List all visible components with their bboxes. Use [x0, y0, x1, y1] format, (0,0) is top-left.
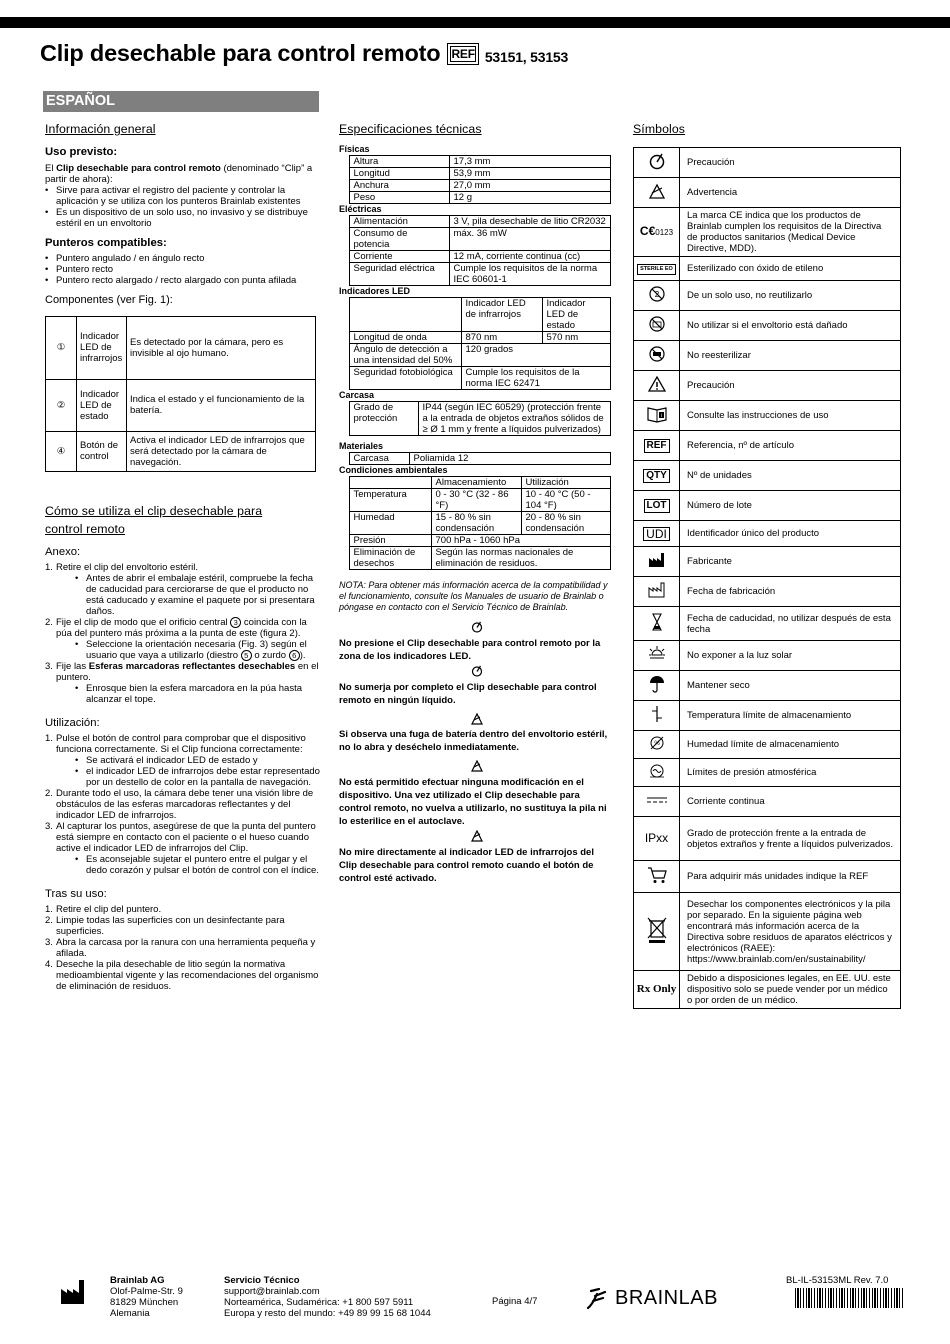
udi-icon: UDI — [643, 527, 670, 541]
svg-text:2: 2 — [654, 290, 659, 300]
expiry-icon — [651, 613, 663, 631]
warning-text: No sumerja por completo el Clip desechable para control remoto en ningún líquido. — [339, 681, 597, 706]
brand-name: BRAINLAB — [615, 1287, 718, 1309]
component-number: ② — [46, 379, 77, 431]
brainlab-logo-icon — [585, 1288, 611, 1310]
table-row: Consumo de potencia máx. 36 mW — [339, 228, 611, 251]
table-row: Presión 700 hPa - 1060 hPa — [339, 535, 611, 547]
table-row: Eliminación de desechos Según las normas nacionales de eliminación de residuos. — [339, 547, 611, 570]
table-row: Almacenamiento Utilización — [339, 477, 611, 489]
top-bar — [0, 17, 950, 28]
list-item: • Seleccione la orientación necesaria (Fig. 3) según el usuario que vaya a utilizarlo (diestro 5 o zurdo 6 ). — [75, 639, 320, 661]
table-row: Carcasa Poliamida 12 — [339, 453, 611, 465]
table-row: No exponer a la luz solar — [634, 641, 901, 671]
table-row: Grado de protección IP44 (según IEC 60529) (protección frente a la entrada de objetos extraños sólidos de ≥ Ø 1 mm y frente a líquidos pulverizados) — [339, 402, 611, 436]
specs-housing-label: Carcasa — [339, 390, 375, 401]
specs-note: NOTA: Para obtener más información acerca de la compatibilidad y el funcionamiento, consulte los Manuales de usuario de Brainlab o póngase en contacto con el Servicio Técnico de Brainlab. — [339, 580, 608, 613]
table-row: C€0123 La marca CE indica que los productos de Brainlab cumplen los requisitos de la Directiva de productos sanitarios (Medical Device Directive, MDD). — [634, 208, 901, 257]
warning-icon — [471, 830, 483, 842]
article-numbers: 53151, 53153 — [484, 48, 569, 65]
no-resterilize-icon — [648, 345, 666, 363]
intended-use-heading: Uso previsto: — [45, 146, 118, 159]
specs-electrical-label: Eléctricas — [339, 204, 382, 215]
component-desc: Activa el indicador LED de infrarrojos que será detectado por la cámara de navegación. — [127, 431, 316, 471]
warning-block — [339, 830, 614, 885]
intended-use-list — [45, 185, 320, 229]
list-item: • Antes de abrir el embalaje estéril, compruebe la fecha de caducidad para cerciorarse de que el producto no está caducado y examine el paquete por si presentara daños. — [75, 573, 320, 617]
list-item: 1. Pulse el botón de control para comprobar que el dispositivo funciona correctamente. Si el Clip funciona correctamente: • Se activará el indicador LED de estado y • el indicador LED de infrarrojos debe estar representado por un destello de color en la pantalla de navegación. — [45, 733, 320, 788]
specs-physical-table — [339, 155, 611, 204]
company-address: Brainlab AG Olof-Palme-Str. 9 81829 München Alemania — [110, 1275, 183, 1319]
table-row: Temperatura límite de almacenamiento — [634, 701, 901, 731]
table-row: Rx Only Debido a disposiciones legales, en EE. UU. este dispositivo solo se puede vender por un médico o por orden de un médico. — [634, 971, 901, 1009]
caution-icon — [648, 152, 666, 170]
svg-text:%: % — [653, 741, 660, 748]
table-row: Ángulo de detección a una intensidad del 50% 120 grados — [339, 344, 611, 367]
instructions-icon — [646, 405, 668, 423]
caution-icon — [471, 665, 483, 677]
table-row: Precaución — [634, 371, 901, 401]
table-row: Seguridad eléctrica Cumple los requisitos de la norma IEC 60601-1 — [339, 263, 611, 286]
list-item: 3. Fije las Esferas marcadoras reflectantes desechables en el puntero. • Enrosque bien la esfera marcadora en la púa hasta alcanzar el tope. — [45, 661, 320, 705]
rx-only-icon: Rx Only — [636, 983, 677, 996]
table-row: Desechar los componentes electrónicos y la pila por separado. En la siguiente página web encontrará más información acerca de la Directiva sobre residuos de aparatos eléctricos y electrónicos (RAEE): https://www.brainlab.com/en/sustainability/ — [634, 893, 901, 971]
table-row: LOT Número de lote — [634, 491, 901, 521]
component-name: Botón de control — [77, 431, 127, 471]
warning-text: No presione el Clip desechable para control remoto por la zona de los indicadores LED. — [339, 638, 601, 663]
warning-icon — [648, 183, 666, 199]
utilizacion-heading: Utilización: — [45, 716, 100, 729]
table-row: Corriente 12 mA, corriente continua (cc) — [339, 251, 611, 263]
table-row: Longitud de onda 870 nm 570 nm — [339, 332, 611, 344]
specs-housing-table — [339, 401, 611, 436]
page-title — [40, 40, 568, 67]
table-row: QTY Nº de unidades — [634, 461, 901, 491]
specs-heading: Especificaciones técnicas — [339, 122, 482, 136]
lot-icon: LOT — [644, 499, 670, 513]
list-item: • Puntero angulado / en ángulo recto — [45, 253, 320, 264]
table-row: STERILE EO Esterilizado con óxido de etileno — [634, 257, 901, 281]
table-row: % Humedad límite de almacenamiento — [634, 731, 901, 759]
list-item: 3. Al capturar los puntos, asegúrese de que la punta del puntero está siempre en contacto con el paciente o el hueso cuando active el indicador LED de infrarrojos del Clip. • Es aconsejable sujetar el puntero entre el pulgar y el dedo corazón y pulsar el botón de control con el índice. — [45, 821, 320, 876]
list-item: • Es un dispositivo de un solo uso, no invasivo y se distribuye estéril en un envoltorio — [45, 207, 320, 229]
list-item: • Puntero recto alargado / recto alargado con punta afilada — [45, 275, 320, 286]
list-item: 2. Limpie todas las superficies con un desinfectante para superficies. — [45, 915, 285, 938]
service-contact: Servicio Técnico support@brainlab.com Norteamérica, Sudamérica: +1 800 597 5911 Europa y resto del mundo: +49 89 99 15 68 1044 — [224, 1275, 431, 1319]
weee-icon — [646, 916, 668, 944]
warning-text: Si observa una fuga de batería dentro del envoltorio estéril, no lo abra y deséchelo inmediatamente. — [339, 729, 608, 754]
title-text: Clip desechable para control remoto — [40, 40, 441, 66]
specs-environment-table — [339, 476, 611, 570]
table-row: Precaución — [634, 148, 901, 178]
table-row: Para adquirir más unidades indique la REF — [634, 861, 901, 893]
sunlight-icon — [648, 645, 666, 663]
language-bar: ESPAÑOL — [43, 91, 319, 112]
intended-use-text: El Clip desechable para control remoto (denominado “Clip” a partir de ahora): — [45, 162, 313, 185]
temperature-icon — [648, 705, 666, 723]
pointers-heading: Punteros compatibles: — [45, 236, 167, 249]
specs-physical-label: Físicas — [339, 144, 370, 155]
list-item: 2. Fije el clip de modo que el orificio central 3 coincida con la púa del puntero más próxima a la punta de este (figura 2). • Seleccione la orientación necesaria (Fig. 3) según el usuario que vaya a utilizarlo (diestro 5 o zurdo 6 ). — [45, 617, 320, 661]
attention-triangle-icon — [647, 375, 667, 393]
specs-materials-table — [339, 452, 611, 465]
manufacturer-icon — [60, 1279, 90, 1305]
pointers-list — [45, 253, 320, 286]
table-row: No utilizar si el envoltorio está dañado — [634, 311, 901, 341]
specs-led-table — [339, 297, 611, 390]
after-use-heading: Tras su uso: — [45, 888, 107, 901]
table-row: Altura 17,3 mm — [339, 156, 611, 168]
specs-materials-label: Materiales — [339, 441, 384, 452]
warning-icon — [471, 760, 483, 772]
svg-text:i: i — [660, 413, 662, 420]
table-row: REF Referencia, nº de artículo — [634, 431, 901, 461]
barcode — [795, 1288, 905, 1308]
warning-text: No está permitido efectuar ninguna modificación en el dispositivo. Una vez utilizado el Clip desechable para control remoto, no vuelva a utilizarlo, no sustituya la pila ni lo esterilice en el autoclave. — [339, 777, 607, 828]
list-item: • Sirve para activar el registro del paciente y controlar la aplicación y se utiliza con los punteros Brainlab existentes — [45, 185, 320, 207]
component-name: Indicador LED de estado — [77, 379, 127, 431]
component-desc: Es detectado por la cámara, pero es invisible al ojo humano. — [127, 316, 316, 379]
after-use-steps — [45, 904, 320, 992]
pressure-icon — [648, 762, 666, 780]
warning-block — [339, 713, 614, 755]
keep-dry-icon — [648, 675, 666, 693]
manufacturer-icon — [648, 552, 666, 568]
list-item: • Es aconsejable sujetar el puntero entre el pulgar y el dedo corazón y pulsar el botón de control con el índice. — [75, 854, 320, 876]
table-row: i Consulte las instrucciones de uso — [634, 401, 901, 431]
single-use-icon — [648, 285, 666, 303]
dc-icon — [646, 795, 668, 805]
symbols-heading: Símbolos — [633, 122, 686, 136]
table-row: Humedad 15 - 80 % sin condensación 20 - 80 % sin condensación — [339, 512, 611, 535]
table-row: Fecha de caducidad, no utilizar después de esta fecha — [634, 607, 901, 641]
cart-icon — [647, 866, 667, 884]
component-name: Indicador LED de infrarrojos — [77, 316, 127, 379]
specs-led-label: Indicadores LED — [339, 286, 411, 297]
table-row: Anchura 27,0 mm — [339, 180, 611, 192]
document-id: BL-IL-53153ML Rev. 7.0 — [786, 1275, 889, 1286]
usage-heading: Cómo se utiliza el clip desechable para control remoto — [45, 503, 263, 536]
table-row — [46, 379, 316, 431]
table-row: Seguridad fotobiológica Cumple los requisitos de la norma IEC 62471 — [339, 367, 611, 390]
list-item: 1. Retire el clip del puntero. — [45, 904, 162, 916]
column-symbols — [633, 120, 901, 1009]
table-row: Corriente continua — [634, 787, 901, 817]
list-item: 3. Abra la carcasa por la ranura con una herramienta pequeña y afilada. — [45, 937, 316, 960]
warning-text: No mire directamente al indicador LED de infrarrojos del Clip desechable para control remoto cuando el botón de control esté activado. — [339, 846, 594, 884]
symbols-table — [633, 147, 901, 1009]
manufacture-date-icon — [648, 582, 666, 598]
component-number: ① — [46, 316, 77, 379]
warning-block — [339, 760, 614, 828]
list-item: • Enrosque bien la esfera marcadora en la púa hasta alcanzar el tope. — [75, 683, 320, 705]
table-row — [46, 316, 316, 379]
table-row: No reesterilizar — [634, 341, 901, 371]
table-row: Peso 12 g — [339, 192, 611, 204]
list-item: 4. Deseche la pila desechable de litio según la normativa medioambiental vigente y las recomendaciones del organismo de eliminación de residuos. — [45, 959, 319, 993]
component-number: ④ — [46, 431, 77, 471]
caution-block — [339, 621, 614, 663]
general-heading: Información general — [45, 122, 156, 136]
specs-electrical-table — [339, 215, 611, 286]
caution-block — [339, 665, 614, 707]
table-row — [46, 431, 316, 471]
ref-symbol: REF — [447, 43, 478, 65]
table-row: UDI Identificador único del producto — [634, 521, 901, 547]
table-row: Indicador LED de infrarrojos Indicador LED de estado — [339, 298, 611, 332]
components-table — [45, 316, 316, 472]
table-row: Mantener seco — [634, 671, 901, 701]
components-heading: Componentes (ver Fig. 1): — [45, 293, 173, 306]
anexo-heading: Anexo: — [45, 545, 81, 558]
list-item: • Puntero recto — [45, 264, 320, 275]
list-item: • el indicador LED de infrarrojos debe estar representado por un destello de color en la pantalla de navegación. — [75, 766, 320, 788]
table-row: Fecha de fabricación — [634, 577, 901, 607]
table-row: 2 De un solo uso, no reutilizarlo — [634, 281, 901, 311]
column-specs — [339, 120, 614, 885]
list-item: 2. Durante todo el uso, la cámara debe tener una visión libre de obstáculos de las esferas marcadoras reflectantes y del indicador LED de infrarrojos. — [45, 788, 314, 822]
table-row: Advertencia — [634, 178, 901, 208]
warning-icon — [471, 713, 483, 725]
table-row: Temperatura 0 - 30 °C (32 - 86 °F) 10 - 40 °C (50 - 104 °F) — [339, 489, 611, 512]
specs-environment-label: Condiciones ambientales — [339, 465, 448, 476]
list-item: 1. Retire el clip del envoltorio estéril. • Antes de abrir el embalaje estéril, compruebe la fecha de caducidad para cerciorarse de que el producto no está caducado y examine el paquete por si presentara daños. — [45, 562, 320, 617]
utilizacion-steps — [45, 733, 320, 876]
ref-icon: REF — [644, 439, 670, 453]
brand-logo — [585, 1287, 718, 1310]
ce-mark-icon: C€ — [639, 224, 656, 239]
list-item: • Se activará el indicador LED de estado y — [75, 755, 320, 766]
sterile-eo-icon: STERILE EO — [637, 264, 676, 275]
ipxx-icon: IPxx — [644, 830, 669, 845]
page-number: Página 4/7 — [492, 1296, 538, 1307]
caution-icon — [471, 621, 483, 633]
qty-icon: QTY — [643, 469, 670, 483]
column-general — [45, 120, 320, 992]
table-row: IPxx Grado de protección frente a la entrada de objetos extraños y frente a líquidos pulverizados. — [634, 817, 901, 861]
anexo-steps — [45, 562, 320, 705]
table-row: Límites de presión atmosférica — [634, 759, 901, 787]
component-desc: Indica el estado y el funcionamiento de la batería. — [127, 379, 316, 431]
humidity-icon — [648, 734, 666, 752]
footer — [0, 1270, 950, 1344]
table-row: Longitud 53,9 mm — [339, 168, 611, 180]
table-row: Fabricante — [634, 547, 901, 577]
damaged-package-icon — [648, 315, 666, 333]
table-row: Alimentación 3 V, pila desechable de litio CR2032 — [339, 216, 611, 228]
